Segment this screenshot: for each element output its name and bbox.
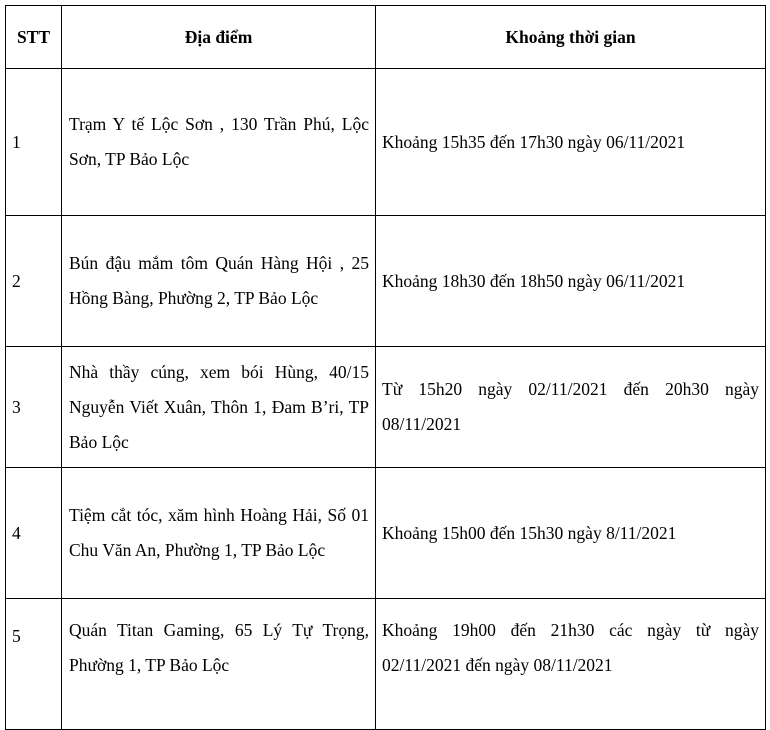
row-stt: 4 [6,468,62,599]
table-container [5,5,766,730]
row-stt: 3 [6,347,62,468]
header-stt: STT [6,6,62,69]
row-location: Quán Titan Gaming, 65 Lý Tự Trọng, Phường 1, TP Bảo Lộc [62,599,376,730]
row-stt: 5 [6,599,62,730]
row-stt: 2 [6,216,62,347]
header-location: Địa điểm [62,6,376,69]
row-location: Bún đậu mắm tôm Quán Hàng Hội , 25 Hồng Bàng, Phường 2, TP Bảo Lộc [62,216,376,347]
table-row [6,599,766,730]
table-row [6,69,766,216]
table-row [6,216,766,347]
row-time: Từ 15h20 ngày 02/11/2021 đến 20h30 ngày 08/11/2021 [376,347,766,468]
row-time: Khoảng 15h35 đến 17h30 ngày 06/11/2021 [376,69,766,216]
table-header-row [6,6,766,69]
header-time: Khoảng thời gian [376,6,766,69]
table-row [6,347,766,468]
table-row [6,468,766,599]
row-time: Khoảng 18h30 đến 18h50 ngày 06/11/2021 [376,216,766,347]
row-time: Khoảng 15h00 đến 15h30 ngày 8/11/2021 [376,468,766,599]
row-location: Tiệm cắt tóc, xăm hình Hoàng Hải, Số 01 Chu Văn An, Phường 1, TP Bảo Lộc [62,468,376,599]
row-location: Trạm Y tế Lộc Sơn , 130 Trần Phú, Lộc Sơn, TP Bảo Lộc [62,69,376,216]
locations-table [5,5,766,730]
row-time: Khoảng 19h00 đến 21h30 các ngày từ ngày 02/11/2021 đến ngày 08/11/2021 [376,599,766,730]
row-stt: 1 [6,69,62,216]
row-location: Nhà thầy cúng, xem bói Hùng, 40/15 Nguyễn Viết Xuân, Thôn 1, Đam B’ri, TP Bảo Lộc [62,347,376,468]
